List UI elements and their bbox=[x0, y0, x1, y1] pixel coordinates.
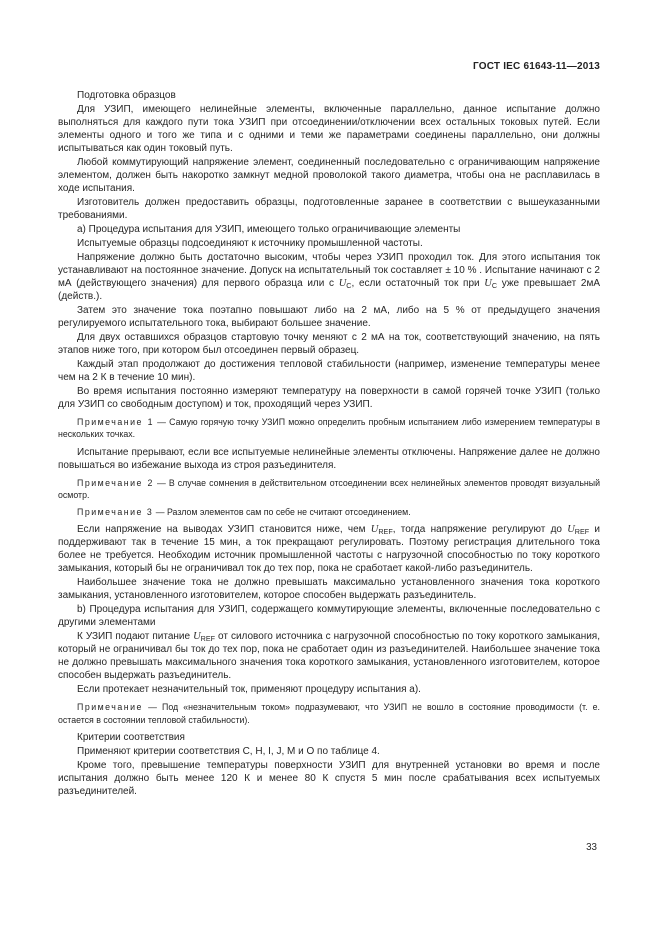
paragraph: Любой коммутирующий напряжение элемент, соединенный последовательно с ограничивающим напряжение элементом, должен быть накоротко замкнут медной проволокой такого диаметра, чтобы она не расплавилась в ходе испытания. bbox=[58, 157, 600, 194]
paragraph: Кроме того, превышение температуры поверхности УЗИП для внутренней установки во время и после испытания должно быть менее 120 К и менее 80 К спустя 5 мин после срабатывания всех испытуемых разъединителей. bbox=[58, 760, 600, 798]
note-paragraph: Примечание — Под «незначительным током» подразумевают, что УЗИП не вошло в состояние проводимости (т. е. остается в состоянии тепловой стабильности). bbox=[58, 702, 600, 725]
note-label: Примечание bbox=[77, 702, 143, 713]
note-paragraph: Примечание 2 — В случае сомнения в действительном отсоединении всех нелинейных элементов проводят визуальный осмотр. bbox=[58, 477, 600, 500]
paragraph: Затем это значение тока поэтапно повышают либо на 2 мА, либо на 5 % от предыдущего значения регулируемого испытательного тока, выбирают большее значение. bbox=[58, 305, 600, 329]
paragraph: Каждый этап продолжают до достижения тепловой стабильности (например, изменение температуры менее чем на 2 К в течение 10 мин). bbox=[58, 359, 600, 383]
page-number: 33 bbox=[586, 842, 597, 853]
note-label: Примечание 3 bbox=[77, 507, 154, 518]
paragraph: К УЗИП подают питание $U_{REF}$ от силового источника с нагрузочной способностью по току короткого замыкания, который не ограничивал бы ток до тех пор, пока не сработает один из разъединителей. Наибольшее значение тока не должно превышать максимального значения тока короткого замыкания, установленного изготовителем, которое способен выдержать разъединитель. bbox=[58, 631, 601, 682]
document-body bbox=[58, 89, 600, 799]
paragraph: Для УЗИП, имеющего нелинейные элементы, включенные параллельно, данное испытание должно выполняться для каждого пути тока УЗИП при отсоединении/отключении всех остальных токовых путей. Если элементы одного и того же типа и с одними и теми же параметрами соединены параллельно, они должны испытываться как один токовый путь. bbox=[58, 104, 600, 154]
paragraph: Изготовитель должен предоставить образцы, подготовленные заранее в соответствии с вышеуказанными требованиями. bbox=[58, 197, 600, 221]
paragraph: а) Процедура испытания для УЗИП, имеющего только ограничивающие элементы bbox=[77, 224, 461, 235]
paragraph: Во время испытания постоянно измеряют температуру на поверхности в самой горячей точке УЗИП (только для УЗИП со свободным доступом) и ток, проходящий через УЗИП. bbox=[58, 386, 600, 410]
paragraph: Испытание прерывают, если все испытуемые нелинейные элементы отключены. Напряжение далее не должно повышаться во избежание выхода из строя разъединителя. bbox=[58, 446, 600, 471]
note-paragraph: Примечание 1 — Самую горячую точку УЗИП можно определить пробным испытанием либо измерением температуры в нескольких точках. bbox=[58, 417, 600, 440]
paragraph: Подготовка образцов bbox=[77, 90, 176, 101]
note-label: Примечание 2 bbox=[77, 477, 154, 488]
paragraph: Испытуемые образцы подсоединяют к источнику промышленной частоты. bbox=[77, 238, 423, 249]
paragraph: Если напряжение на выводах УЗИП становится ниже, чем $U_{REF}$, тогда напряжение регулируют до $U_{REF}$ и поддерживают так в течение 15 мин, а ток прекращают регулировать. Поэтому регистрация длительного тока более не требуется. Необходим источник промышленной частоты с нагрузочной способностью по току короткого замыкания, который бы не ограничивал ток до тех пор, пока не сработает какой-либо разъединитель. bbox=[58, 524, 600, 575]
paragraph: Если протекает незначительный ток, применяют процедуру испытания а). bbox=[77, 684, 421, 696]
paragraph: Напряжение должно быть достаточно высоким, чтобы через УЗИП проходил ток. Для этого испытания ток устанавливают на постоянное значение. Допуск на испытательный ток составляет ± 10 % . Испытание начинают с 2 мА (действующего значения) для первого образца или с $U_C$, если остаточный ток при $U_C$ уже превышает 2мА (действ.). bbox=[58, 252, 600, 302]
note-paragraph: Примечание 3 — Разлом элементов сам по себе не считают отсоединением. bbox=[77, 507, 411, 518]
paragraph: Критерии соответствия bbox=[77, 732, 185, 744]
running-header: ГОСТ IEC 61643-11—2013 bbox=[473, 61, 600, 72]
paragraph: b) Процедура испытания для УЗИП, содержащего коммутирующие элементы, включенные последовательно с другими элементами bbox=[58, 604, 600, 629]
paragraph: Для двух оставшихся образцов стартовую точку меняют с 2 мА на ток, соответствующий значению, на пять этапов ниже того, при котором был отсоединен первый образец. bbox=[58, 332, 600, 356]
paragraph: Применяют критерии соответствия C, H, I, J, M и O по таблице 4. bbox=[77, 746, 380, 758]
note-label: Примечание 1 bbox=[77, 417, 154, 427]
paragraph: Наибольшее значение тока не должно превышать максимально установленного значения тока короткого замыкания, установленного изготовителем, которое способен выдержать разъединитель. bbox=[58, 577, 600, 602]
